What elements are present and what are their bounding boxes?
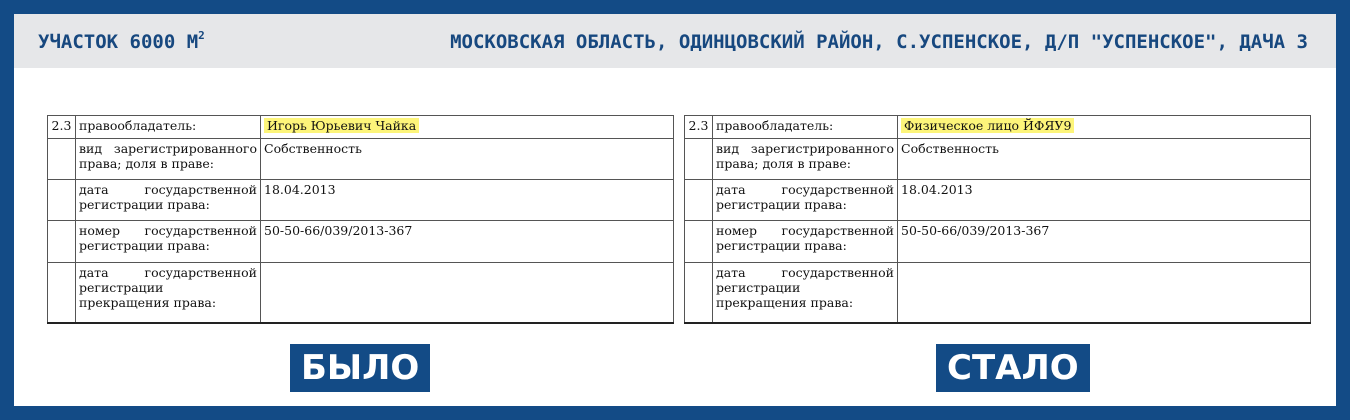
- plot-label: [38, 31, 205, 53]
- row-value: [898, 116, 1311, 139]
- section-number: 2.3: [48, 116, 76, 139]
- empty-cell: [685, 180, 713, 221]
- row-value: [261, 263, 674, 323]
- empty-cell: [48, 180, 76, 221]
- empty-cell: [685, 263, 713, 323]
- empty-cell: [48, 139, 76, 180]
- before-record-table: [47, 115, 674, 324]
- empty-cell: [685, 139, 713, 180]
- row-label: правообладатель:: [76, 116, 261, 139]
- row-label: дата государственной регистрации прекращения права:: [713, 263, 898, 323]
- highlighted-owner: Физическое лицо ЙФЯУ9: [901, 118, 1074, 133]
- table-row: [48, 221, 674, 263]
- plot-label-superscript: 2: [198, 29, 205, 42]
- row-value: [261, 116, 674, 139]
- row-label: правообладатель:: [713, 116, 898, 139]
- table-row: [48, 139, 674, 180]
- row-label: номер государственной регистрации права:: [76, 221, 261, 263]
- table-row: [685, 180, 1311, 221]
- row-label: дата государственной регистрации права:: [76, 180, 261, 221]
- after-badge: СТАЛО: [936, 344, 1090, 392]
- row-value: [898, 263, 1311, 323]
- row-label: номер государственной регистрации права:: [713, 221, 898, 263]
- row-value: 18.04.2013: [261, 180, 674, 221]
- empty-cell: [48, 221, 76, 263]
- row-label: дата государственной регистрации прекращения права:: [76, 263, 261, 323]
- row-label: вид зарегистрированного права; доля в праве:: [76, 139, 261, 180]
- after-record-table: [684, 115, 1311, 324]
- row-label: вид зарегистрированного права; доля в праве:: [713, 139, 898, 180]
- table-row: [48, 116, 674, 139]
- header-bar: [14, 14, 1336, 68]
- table-row: [48, 180, 674, 221]
- table-row: [685, 221, 1311, 263]
- section-number: 2.3: [685, 116, 713, 139]
- page-frame: [14, 14, 1336, 406]
- table-row: [685, 263, 1311, 323]
- table-row: [685, 139, 1311, 180]
- row-value: 50-50-66/039/2013-367: [261, 221, 674, 263]
- table-row: [48, 263, 674, 323]
- row-value: 18.04.2013: [898, 180, 1311, 221]
- highlighted-owner: Игорь Юрьевич Чайка: [264, 118, 419, 133]
- empty-cell: [685, 221, 713, 263]
- before-badge: БЫЛО: [290, 344, 430, 392]
- row-value: Собственность: [261, 139, 674, 180]
- row-value: Собственность: [898, 139, 1311, 180]
- row-label: дата государственной регистрации права:: [713, 180, 898, 221]
- table-row: [685, 116, 1311, 139]
- plot-label-text: УЧАСТОК 6000 М: [38, 31, 199, 53]
- address: МОСКОВСКАЯ ОБЛАСТЬ, ОДИНЦОВСКИЙ РАЙОН, С.УСПЕНСКОЕ, Д/П "УСПЕНСКОЕ", ДАЧА 3: [450, 31, 1308, 53]
- empty-cell: [48, 263, 76, 323]
- row-value: 50-50-66/039/2013-367: [898, 221, 1311, 263]
